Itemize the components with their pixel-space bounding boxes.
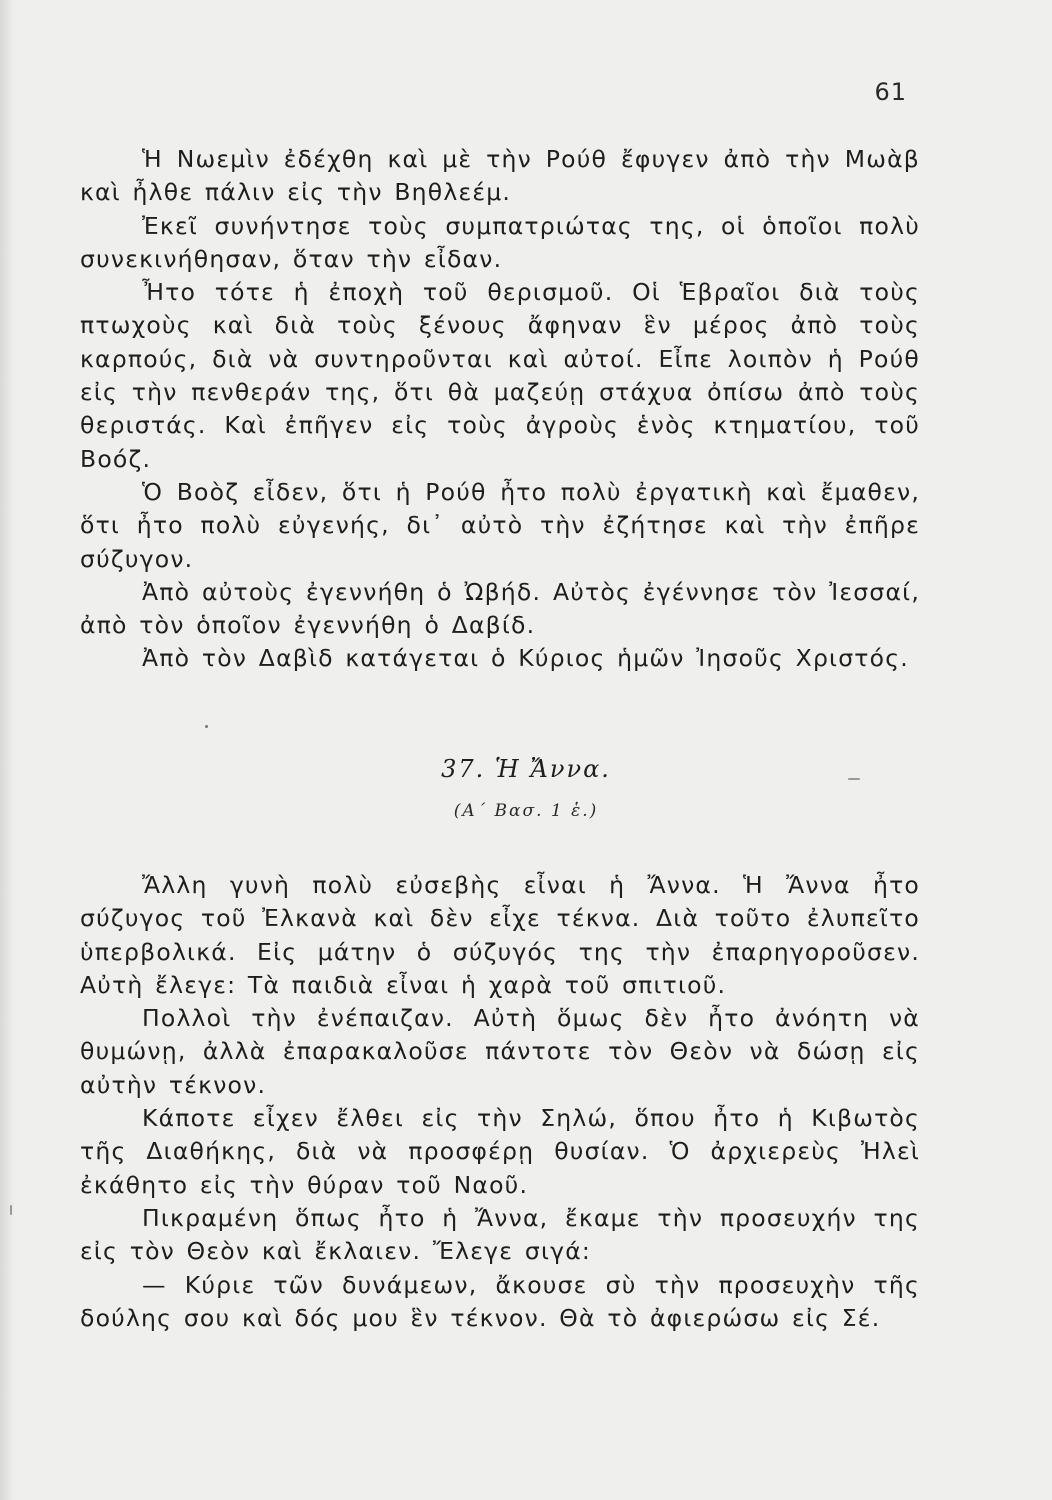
page-number: 61 — [874, 78, 907, 106]
section-reference: (Α´ Βασ. 1 ἑ.) — [453, 801, 599, 821]
paper-speck — [848, 778, 860, 780]
paragraph: Ἦτο τότε ἡ ἐποχὴ τοῦ θερισμοῦ. Οἱ Ἑβραῖοι διὰ τοὺς πτωχοὺς καὶ διὰ τοὺς ξένους ἄφηναν ἓν μέρος ἀπὸ τοὺς καρπούς, διὰ νὰ συντηροῦνται καὶ αὐτοί. Εἶπε λοιπὸν ἡ Ρούθ εἰς τὴν πενθεράν της, ὅτι θὰ μαζεύῃ στάχυα ὀπίσω ἀπὸ τοὺς θεριστάς. Καὶ ἐπῆγεν εἰς τοὺς ἀγροὺς ἑνὸς κτηματίου, τοῦ Βοόζ. — [80, 278, 920, 473]
paragraph: Ἄλλη γυνὴ πολὺ εὐσεβὴς εἶναι ἡ Ἄννα. Ἡ Ἄννα ἦτο σύζυγος τοῦ Ἐλκανὰ καὶ δὲν εἶχε τέκνα. Διὰ τοῦτο ἐλυπεῖτο ὑπερβολικά. Εἰς μάτην ὁ σύζυγός της τὴν ἐπαρηγοροῦσεν. Αὐτὴ ἔλεγε: Τὰ παιδιὰ εἶναι ἡ χαρὰ τοῦ σπιτιοῦ. — [80, 871, 920, 999]
paragraph: Ἀπὸ τὸν Δαβὶδ κατάγεται ὁ Κύριος ἡμῶν Ἰησοῦς Χριστός. — [142, 644, 909, 673]
paragraph: Κάποτε εἶχεν ἔλθει εἰς τὴν Σηλώ, ὅπου ἦτο ἡ Κιβωτὸς τῆς Διαθήκης, διὰ νὰ προσφέρῃ θυσίαν. Ὁ ἀρχιερεὺς Ἠλεὶ ἐκάθητο εἰς τὴν θύραν τοῦ Ναοῦ. — [80, 1104, 920, 1199]
section-title: 37. Ἡ Ἄννα. — [441, 755, 611, 783]
paragraph: Πικραμένη ὅπως ἦτο ἡ Ἄννα, ἔκαμε τὴν προσευχήν της εἰς τὸν Θεὸν καὶ ἔκλαιεν. Ἔλεγε σιγά: — [80, 1203, 920, 1266]
paragraph: Πολλοὶ τὴν ἐνέπαιζαν. Αὐτὴ ὅμως δὲν ἦτο ἀνόητη νὰ θυμώνῃ, ἀλλὰ ἐπαρακαλοῦσε πάντοτε τὸν Θεὸν νὰ δώσῃ εἰς αὐτὴν τέκνον. — [80, 1004, 920, 1099]
paper-speck — [10, 1205, 12, 1215]
ruth-story-text — [80, 143, 920, 676]
anna-story-text — [80, 869, 920, 1335]
paragraph: Ἐκεῖ συνήντησε τοὺς συμπατριώτας της, οἱ ὁποῖοι πολὺ συνεκινήθησαν, ὅταν τὴν εἶδαν. — [80, 211, 920, 273]
paragraph: Ἡ Νωεμὶν ἐδέχθη καὶ μὲ τὴν Ρούθ ἔφυγεν ἀπὸ τὴν Μωὰβ καὶ ἦλθε πάλιν εἰς τὴν Βηθλεέμ. — [80, 145, 920, 207]
paragraph: Ὁ Βοὸζ εἶδεν, ὅτι ἡ Ρούθ ἦτο πολὺ ἐργατικὴ καὶ ἔμαθεν, ὅτι ἦτο πολὺ εὐγενής, δι᾿ αὐτὸ τὴν ἐζήτησε καὶ τὴν ἐπῆρε σύζυγον. — [80, 477, 920, 573]
paragraph: — Κύριε τῶν δυνάμεων, ἄκουσε σὺ τὴν προσευχὴν τῆς δούλης σου καὶ δός μου ἓν τέκνον. Θὰ τὸ ἀφιερώσω εἰς Σέ. — [80, 1270, 920, 1332]
paragraph: Ἀπὸ αὐτοὺς ἐγεννήθη ὁ Ὠβήδ. Αὐτὸς ἐγέννησε τὸν Ἰεσσαί, ἀπὸ τὸν ὁποῖον ἐγεννήθη ὁ Δαβίδ. — [80, 577, 920, 640]
page-edge-shadow — [0, 0, 14, 1500]
paper-speck — [205, 725, 208, 728]
